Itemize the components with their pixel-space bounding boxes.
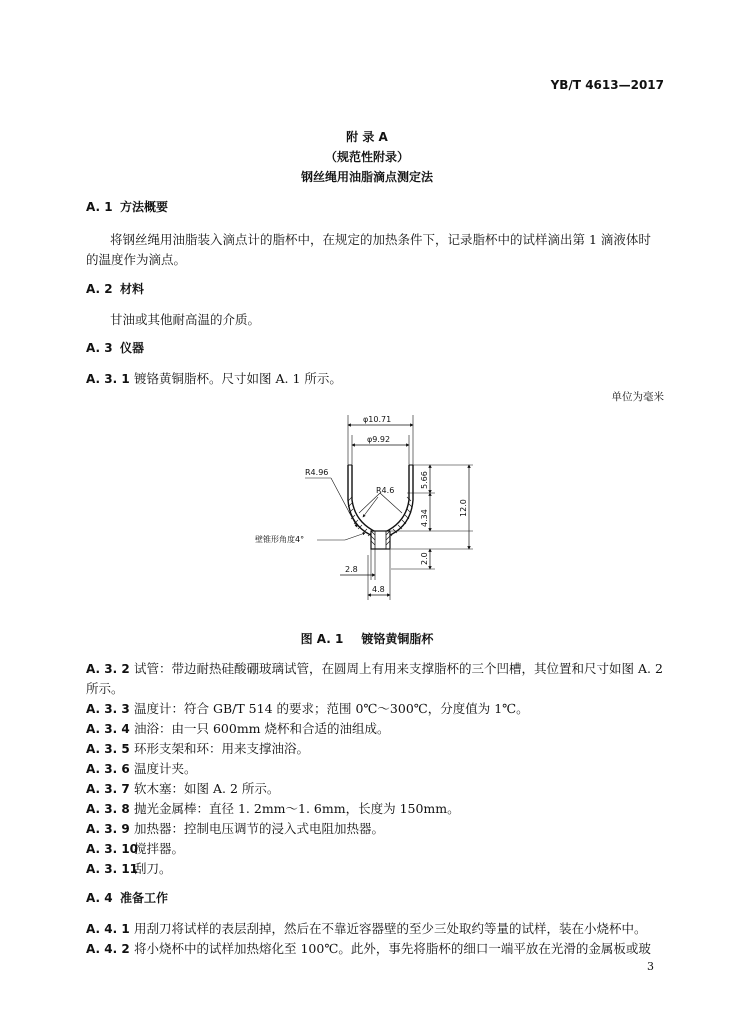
section-a3-heading [86,339,144,356]
item-a310 [86,839,184,857]
item-text: 刮刀。 [134,861,172,876]
item-number: A. 4. 1 [86,922,130,936]
figure-caption [0,630,734,647]
item-text: 抛光金属棒：直径 1. 2mm～1. 6mm，长度为 150mm。 [134,801,460,816]
item-a39 [86,819,384,837]
item-text: 环形支架和环：用来支撑油浴。 [134,741,310,756]
item-a36 [86,759,197,777]
dimension-label-566: 5.66 [420,471,429,489]
item-text: 温度计夹。 [134,761,197,776]
item-number: A. 3. 11 [86,862,139,876]
dimension-label-20: 2.0 [420,552,429,565]
section-a2-heading [86,280,144,297]
item-text: 软木塞：如图 A. 2 所示。 [134,781,280,796]
item-a31 [86,369,342,387]
dimension-label-28: 2.8 [345,565,358,574]
section-title: 准备工作 [120,891,169,905]
item-text: 温度计：符合 GB/T 514 的要求；范围 0℃～300℃，分度值为 1℃。 [134,701,529,716]
section-a1-heading [86,198,168,215]
item-text: 加热器：控制电压调节的浸入式电阻加热器。 [134,821,385,836]
item-number: A. 3. 10 [86,842,139,856]
section-number: A. 2 [86,282,113,296]
item-number: A. 3. 6 [86,762,130,776]
wall-angle-label: 壁锥形角度4° [255,535,305,544]
item-a37 [86,779,279,797]
standard-number: YB/T 4613—2017 [550,78,664,92]
section-title: 材料 [120,282,145,296]
item-a42 [86,939,651,957]
unit-note: 单位为毫米 [611,391,664,403]
item-a32 [86,659,663,677]
page-number: 3 [647,960,654,973]
item-a38 [86,799,460,817]
figure-title: 镀铬黄铜脂杯 [361,632,434,646]
item-number: A. 3. 3 [86,702,130,716]
item-text: 搅拌器。 [134,841,185,856]
item-text: 用刮刀将试样的表层刮掉，然后在不靠近容器壁的至少三处取约等量的试样，装在小烧杯中。 [134,921,647,936]
figure-number: 图 A. 1 [300,632,344,646]
section-number: A. 4 [86,891,113,905]
section-title: 方法概要 [120,200,169,214]
item-text: 油浴：由一只 600mm 烧杯和合适的油组成。 [134,721,390,736]
section-number: A. 1 [86,200,113,214]
annex-type: （规范性附录） [324,150,409,164]
item-a311 [86,859,172,877]
radius-inner-label: R4.6 [376,486,395,495]
item-number: A. 3. 7 [86,782,130,796]
section-a1-paragraph-line1: 将钢丝绳用油脂装入滴点计的脂杯中，在规定的加热条件下，记录脂杯中的试样滴出第 1 滴液体时 [110,232,651,247]
dimension-label-inner-diameter: φ9.92 [367,435,391,444]
dimension-label-48: 4.8 [372,585,385,594]
annex-title: 钢丝绳用油脂滴点测定法 [300,170,433,184]
dimension-label-120: 12.0 [459,499,468,517]
item-a34 [86,719,390,737]
cone-line [359,493,380,513]
item-text: 镀铬黄铜脂杯。尺寸如图 A. 1 所示。 [134,371,342,386]
item-text: 将小烧杯中的试样加热熔化至 100℃。此外，事先将脂杯的细口一端平放在光滑的金属板或玻 [134,941,651,956]
annex-label: 附 录 A [346,130,388,144]
item-a35 [86,739,309,757]
item-number: A. 3. 9 [86,822,130,836]
leader-line [345,533,365,540]
section-number: A. 3 [86,341,113,355]
item-a32-continuation: 所示。 [86,681,124,696]
dimension-label-outer-diameter: φ10.71 [363,415,392,424]
grease-cup-drawing [255,405,485,605]
section-a2-paragraph: 甘油或其他耐高温的介质。 [110,312,261,327]
section-title: 仪器 [120,341,145,355]
item-a41 [86,919,647,937]
section-a1-paragraph-line2: 的温度作为滴点。 [86,252,187,267]
item-number: A. 3. 2 [86,662,130,676]
item-number: A. 3. 8 [86,802,130,816]
radius-outer-label: R4.96 [305,468,329,477]
item-a33 [86,699,529,717]
item-number: A. 3. 5 [86,742,130,756]
item-text: 试管：带边耐热硅酸硼玻璃试管，在圆周上有用来支撑脂杯的三个凹槽，其位置和尺寸如图 A. 2 [134,661,663,676]
section-a4-heading [86,889,168,906]
item-number: A. 3. 4 [86,722,130,736]
cone-line [380,493,402,513]
item-number: A. 4. 2 [86,942,130,956]
dimension-label-434: 4.34 [420,509,429,527]
item-number: A. 3. 1 [86,372,130,386]
